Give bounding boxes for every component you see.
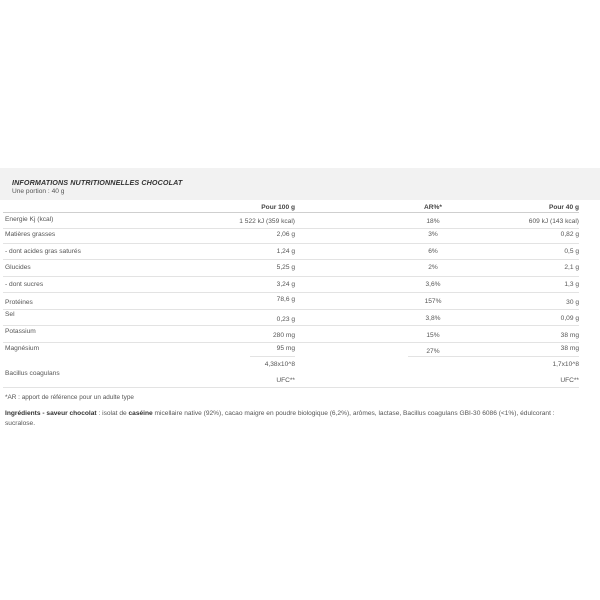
row-label-proteines: Protéines bbox=[5, 299, 33, 306]
row-label-magnesium: Magnésium bbox=[5, 345, 40, 352]
row-label-matieres-grasses: Matières grasses bbox=[5, 231, 56, 238]
ingredients-text-before: : isolat de bbox=[96, 410, 129, 417]
row-label-sel: Sel bbox=[5, 311, 15, 318]
row-value-per100: 4,38x10^8 bbox=[264, 361, 295, 368]
row-value-per100: 280 mg bbox=[273, 332, 295, 339]
row-value-per40: 609 kJ (143 kcal) bbox=[528, 218, 579, 225]
row-value-per100: 1,24 g bbox=[276, 248, 295, 255]
row-value-per40: 0,5 g bbox=[564, 248, 579, 255]
row-value-per40: 1,3 g bbox=[564, 281, 579, 288]
ingredients-text bbox=[5, 409, 565, 429]
row-value-per40: 30 g bbox=[566, 299, 579, 306]
reference-note: *AR : apport de référence pour un adulte type bbox=[5, 394, 134, 401]
row-unit-per100: UFC** bbox=[276, 377, 295, 384]
row-divider bbox=[408, 356, 579, 357]
ingredients-label: Ingrédients - saveur chocolat bbox=[5, 410, 97, 417]
row-value-per100: 78,6 g bbox=[276, 296, 295, 303]
row-divider bbox=[3, 325, 579, 326]
row-label-acides-gras-satures: - dont acides gras saturés bbox=[5, 248, 81, 255]
row-label-glucides: Glucides bbox=[5, 264, 31, 271]
column-header-per-40g: Pour 40 g bbox=[548, 204, 579, 211]
row-value-ar: 27% bbox=[426, 348, 440, 355]
row-divider bbox=[3, 259, 579, 260]
table-title: INFORMATIONS NUTRITIONNELLES CHOCOLAT bbox=[12, 178, 183, 187]
row-value-ar: 6% bbox=[428, 248, 438, 255]
row-value-per100: 2,06 g bbox=[276, 231, 295, 238]
row-value-per100: 0,23 g bbox=[276, 316, 295, 323]
row-value-per40: 2,1 g bbox=[564, 264, 579, 271]
row-value-per100: 1 522 kJ (359 kcal) bbox=[239, 218, 295, 225]
column-header-per-100g: Pour 100 g bbox=[261, 204, 295, 211]
row-unit-per40: UFC** bbox=[560, 377, 579, 384]
row-divider bbox=[250, 356, 295, 357]
row-value-ar: 18% bbox=[426, 218, 440, 225]
row-divider bbox=[3, 276, 579, 277]
row-value-per100: 95 mg bbox=[276, 345, 295, 352]
header-divider bbox=[3, 212, 579, 213]
row-divider bbox=[3, 387, 579, 388]
row-label-potassium: Potassium bbox=[5, 328, 36, 335]
row-value-per40: 0,82 g bbox=[560, 231, 579, 238]
row-value-per40: 38 mg bbox=[560, 332, 579, 339]
row-value-per100: 5,25 g bbox=[276, 264, 295, 271]
row-divider bbox=[3, 309, 579, 310]
column-header-ar: AR%* bbox=[424, 204, 442, 211]
row-value-ar: 2% bbox=[428, 264, 438, 271]
row-label-energie: Energie Kj (kcal) bbox=[5, 216, 54, 223]
row-value-ar: 3,6% bbox=[425, 281, 441, 288]
row-value-per40: 0,09 g bbox=[560, 315, 579, 322]
row-value-ar: 15% bbox=[426, 332, 440, 339]
row-value-ar: 3,8% bbox=[425, 315, 441, 322]
ingredients-text-after: micellaire native (92%), cacao maigre en poudre biologique (6,2%), arômes, lactase, Bacillus coagulans GBI-30 6086 (<1%), édulcorant : sucralose. bbox=[5, 410, 555, 427]
row-value-per100: 3,24 g bbox=[276, 281, 295, 288]
row-value-per40: 38 mg bbox=[560, 345, 579, 352]
row-divider bbox=[3, 228, 579, 229]
row-divider bbox=[3, 292, 579, 293]
portion-size: Une portion : 40 g bbox=[12, 188, 65, 195]
row-label-sucres: - dont sucres bbox=[5, 281, 44, 288]
row-value-ar: 157% bbox=[424, 298, 442, 305]
row-value-ar: 3% bbox=[428, 231, 438, 238]
row-divider bbox=[3, 342, 579, 343]
row-label-bacillus-coagulans: Bacillus coagulans bbox=[5, 370, 60, 377]
ingredients-highlight: caséine bbox=[128, 410, 153, 417]
row-divider bbox=[3, 243, 579, 244]
row-value-per40: 1,7x10^8 bbox=[552, 361, 579, 368]
